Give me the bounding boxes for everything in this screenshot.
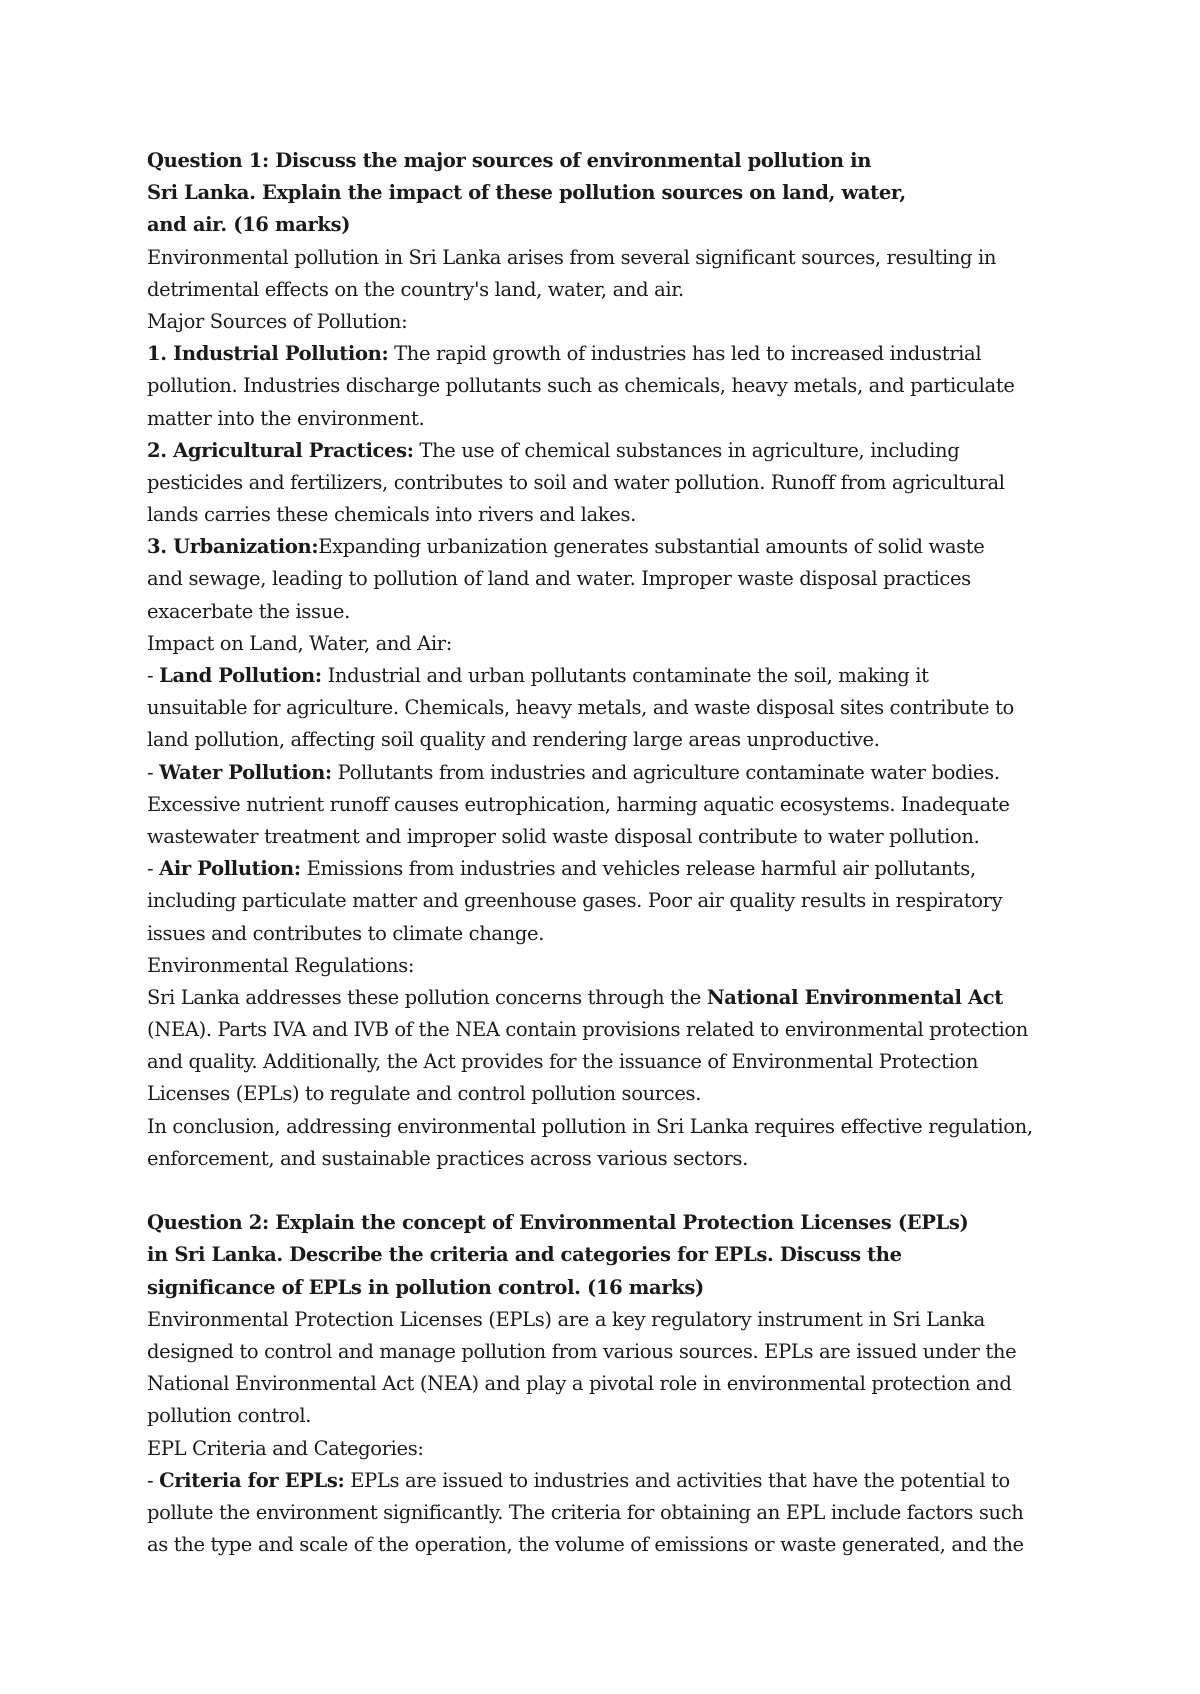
q1-impact-air-label: Air Pollution: <box>159 857 301 881</box>
q1-source-3 <box>147 531 1077 563</box>
q1-source-3-line-3: exacerbate the issue. <box>147 599 350 623</box>
q1-impact-air-text: Emissions from industries and vehicles release harmful air pollutants, <box>300 857 976 881</box>
q1-source-3-label: 3. Urbanization: <box>147 535 319 559</box>
q2-criteria-prefix: - <box>147 1468 160 1492</box>
section-gap <box>147 1175 1077 1207</box>
q1-impact-land-line-3: land pollution, affecting soil quality and rendering large areas unproductive. <box>147 728 880 752</box>
q1-sources-heading: Major Sources of Pollution: <box>147 309 408 333</box>
q1-source-2-label: 2. Agricultural Practices: <box>147 438 414 462</box>
q1-source-1-label: 1. Industrial Pollution: <box>147 342 389 366</box>
q1-impact-air-line-2: including particulate matter and greenhouse gases. Poor air quality results in respiratory <box>147 889 1003 913</box>
q1-impact-land-text: Industrial and urban pollutants contaminate the soil, making it <box>321 664 929 687</box>
q2-heading-line-3: significance of EPLs in pollution control. (16 marks) <box>147 1275 704 1299</box>
q2-heading-line-1: Question 2: Explain the concept of Environmental Protection Licenses (EPLs) <box>147 1211 969 1235</box>
q1-regulations-line-4: Licenses (EPLs) to regulate and control pollution sources. <box>147 1082 702 1106</box>
q1-source-2-text: The use of chemical substances in agriculture, including <box>413 438 960 462</box>
q1-heading-line-2: Sri Lanka. Explain the impact of these pollution sources on land, water, <box>147 181 906 205</box>
q1-regulations-heading: Environmental Regulations: <box>147 953 415 977</box>
q1-impact-water-line-3: wastewater treatment and improper solid waste disposal contribute to water pollution. <box>147 824 980 848</box>
q1-impact-air <box>147 853 1077 885</box>
q2-criteria-label: Criteria for EPLs: <box>159 1468 345 1492</box>
q1-source-1-line-2: pollution. Industries discharge pollutants such as chemicals, heavy metals, and particulate <box>147 374 1015 398</box>
q2-criteria-line-2: pollute the environment significantly. The criteria for obtaining an EPL include factors such <box>147 1500 1024 1524</box>
q1-impact-water-label: Water Pollution: <box>159 760 332 784</box>
q1-impact-water-line-2: Excessive nutrient runoff causes eutrophication, harming aquatic ecosystems. Inadequate <box>147 792 1010 816</box>
q1-regulations-pre: Sri Lanka addresses these pollution concerns through the <box>147 985 707 1009</box>
q2-criteria <box>147 1465 1077 1497</box>
q1-impact-land-prefix: - <box>147 664 160 687</box>
q1-impact-air-prefix: - <box>147 857 160 881</box>
q2-intro-line-2: designed to control and manage pollution from various sources. EPLs are issued under the <box>147 1339 1017 1363</box>
q2-intro-line-4: pollution control. <box>147 1404 312 1428</box>
q1-conclusion-line-2: enforcement, and sustainable practices across various sectors. <box>147 1146 748 1170</box>
q1-source-1-line-3: matter into the environment. <box>147 406 425 430</box>
q1-source-2 <box>147 435 1077 467</box>
q2-criteria-line-3: as the type and scale of the operation, the volume of emissions or waste generated, and the <box>147 1533 1024 1557</box>
q1-impact-land-label: Land Pollution: <box>159 664 322 687</box>
q1-impact-water <box>147 757 1077 789</box>
q1-source-2-line-3: lands carries these chemicals into rivers and lakes. <box>147 503 637 527</box>
q1-impact-water-text: Pollutants from industries and agriculture contaminate water bodies. <box>331 760 1000 784</box>
q2-intro-line-1: Environmental Protection Licenses (EPLs) are a key regulatory instrument in Sri Lanka <box>147 1307 985 1331</box>
q1-impact-air-line-3: issues and contributes to climate change. <box>147 921 545 945</box>
q1-source-1 <box>147 338 1077 370</box>
q1-impact-heading: Impact on Land, Water, and Air: <box>147 631 452 655</box>
q1-regulations-line-3: and quality. Additionally, the Act provides for the issuance of Environmental Protection <box>147 1050 979 1074</box>
q2-criteria-text: EPLs are issued to industries and activities that have the potential to <box>344 1468 1010 1492</box>
document-page <box>147 145 1077 1561</box>
q1-intro-line-2: detrimental effects on the country's land, water, and air. <box>147 277 684 301</box>
q1-impact-land-line-2: unsuitable for agriculture. Chemicals, heavy metals, and waste disposal sites contribute to <box>147 696 1014 720</box>
q2-criteria-heading: EPL Criteria and Categories: <box>147 1436 424 1460</box>
q2-intro-line-3: National Environmental Act (NEA) and play a pivotal role in environmental protection and <box>147 1372 1012 1396</box>
q1-intro-line-1: Environmental pollution in Sri Lanka arises from several significant sources, resulting in <box>147 245 997 269</box>
q1-source-3-text: Expanding urbanization generates substantial amounts of solid waste <box>318 535 985 559</box>
q1-heading-line-1: Question 1: Discuss the major sources of environmental pollution in <box>147 149 872 172</box>
q1-impact-land <box>147 660 1077 692</box>
q1-regulations-line-2: (NEA). Parts IVA and IVB of the NEA contain provisions related to environmental protection <box>147 1018 1028 1042</box>
q1-regulations <box>147 982 1077 1014</box>
q2-heading-line-2: in Sri Lanka. Describe the criteria and categories for EPLs. Discuss the <box>147 1243 902 1267</box>
q1-source-1-text: The rapid growth of industries has led to increased industrial <box>388 342 982 366</box>
q1-source-3-line-2: and sewage, leading to pollution of land and water. Improper waste disposal practices <box>147 567 971 591</box>
q1-impact-water-prefix: - <box>147 760 160 784</box>
q1-regulations-act-name: National Environmental Act <box>706 985 1003 1009</box>
q1-conclusion-line-1: In conclusion, addressing environmental pollution in Sri Lanka requires effective regulation, <box>147 1114 1033 1138</box>
q1-source-2-line-2: pesticides and fertilizers, contributes to soil and water pollution. Runoff from agricultural <box>147 470 1005 494</box>
q1-heading-line-3: and air. (16 marks) <box>147 213 351 237</box>
